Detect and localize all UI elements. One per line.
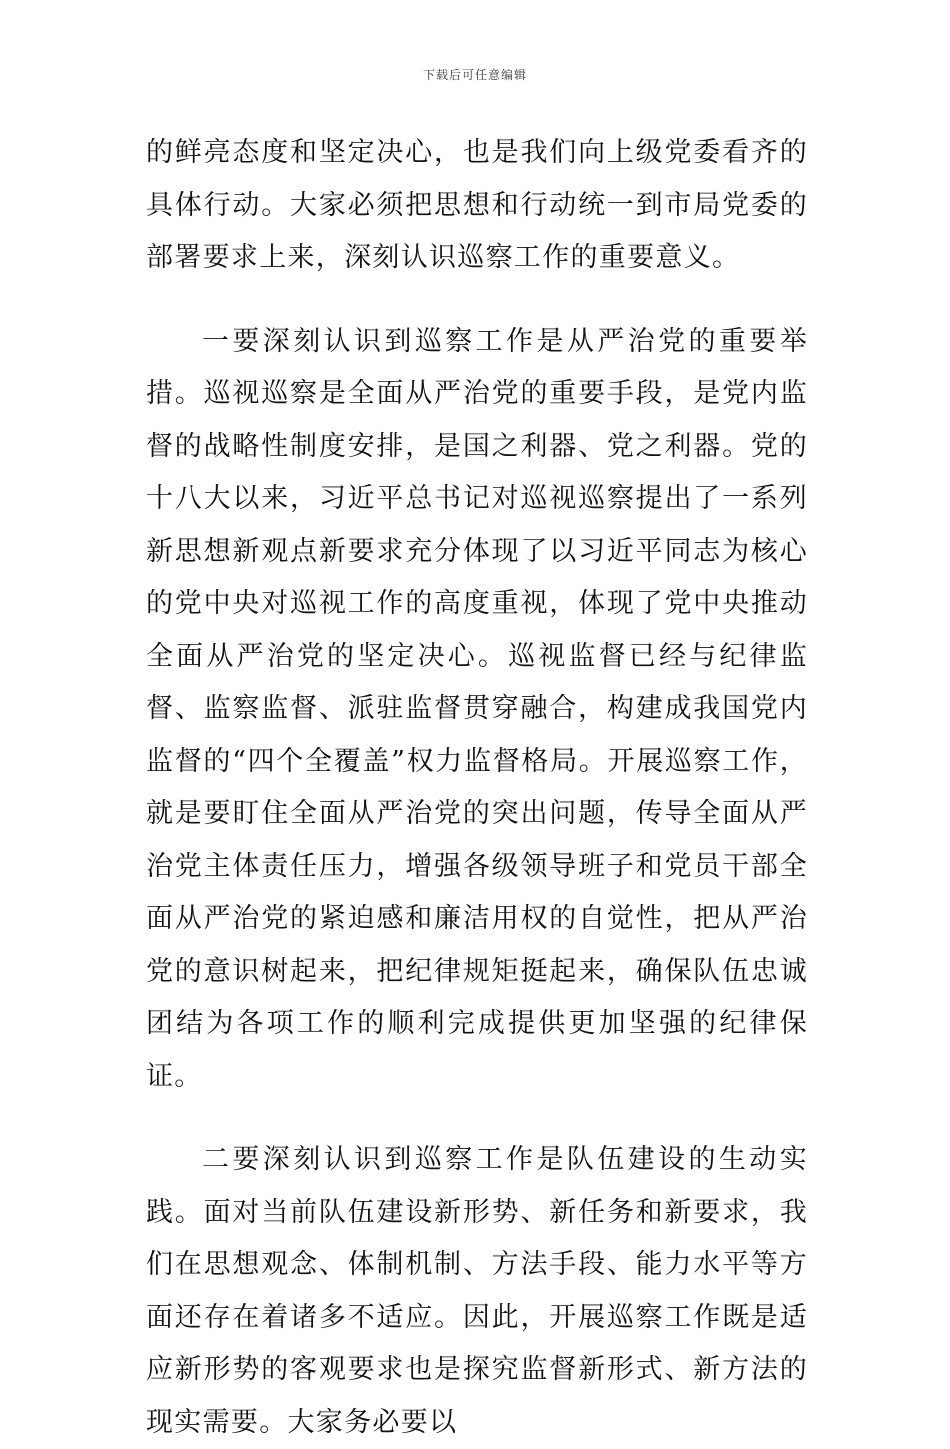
paragraph-gap bbox=[146, 285, 808, 316]
paragraph-point-two: 二要深刻认识到巡察工作是队伍建设的生动实践。面对当前队伍建设新形势、新任务和新要求，我们在思想观念、体制机制、方法手段、能力水平等方面还存在着诸多不适应。因此，开展巡察工作既是适应新形势的客观要求也是探究监督新形式、新方法的现实需要。大家务必要以 bbox=[146, 1144, 808, 1438]
paragraph-continuation: 的鲜亮态度和坚定决心，也是我们向上级党委看齐的具体行动。大家必须把思想和行动统一到市局党委的部署要求上来，深刻认识巡察工作的重要意义。 bbox=[146, 137, 808, 273]
header-note: 下载后可任意编辑 bbox=[422, 68, 527, 82]
paragraph-point-one: 一要深刻认识到巡察工作是从严治党的重要举措。巡视巡察是全面从严治党的重要手段，是党内监督的战略性制度安排，是国之利器、党之利器。党的十八大以来，习近平总书记对巡视巡察提出了一系列新思想新观点新要求充分体现了以习近平同志为核心的党中央对巡视工作的高度重视，体现了党中央推动全面从严治党的坚定决心。巡视监督已经与纪律监督、监察监督、派驻监督贯穿融合，构建成我国党内监督的“四个全覆盖”权力监督格局。开展巡察工作，就是要盯住全面从严治党的突出问题，传导全面从严治党主体责任压力，增强各级领导班子和党员干部全面从严治党的紧迫感和廉洁用权的自觉性，把从严治党的意识树起来，把纪律规矩挺起来，确保队伍忠诚团结为各项工作的顺利完成提供更加坚强的纪律保证。 bbox=[146, 325, 808, 1092]
document-body bbox=[146, 127, 808, 1449]
paragraph-gap bbox=[146, 1103, 808, 1134]
